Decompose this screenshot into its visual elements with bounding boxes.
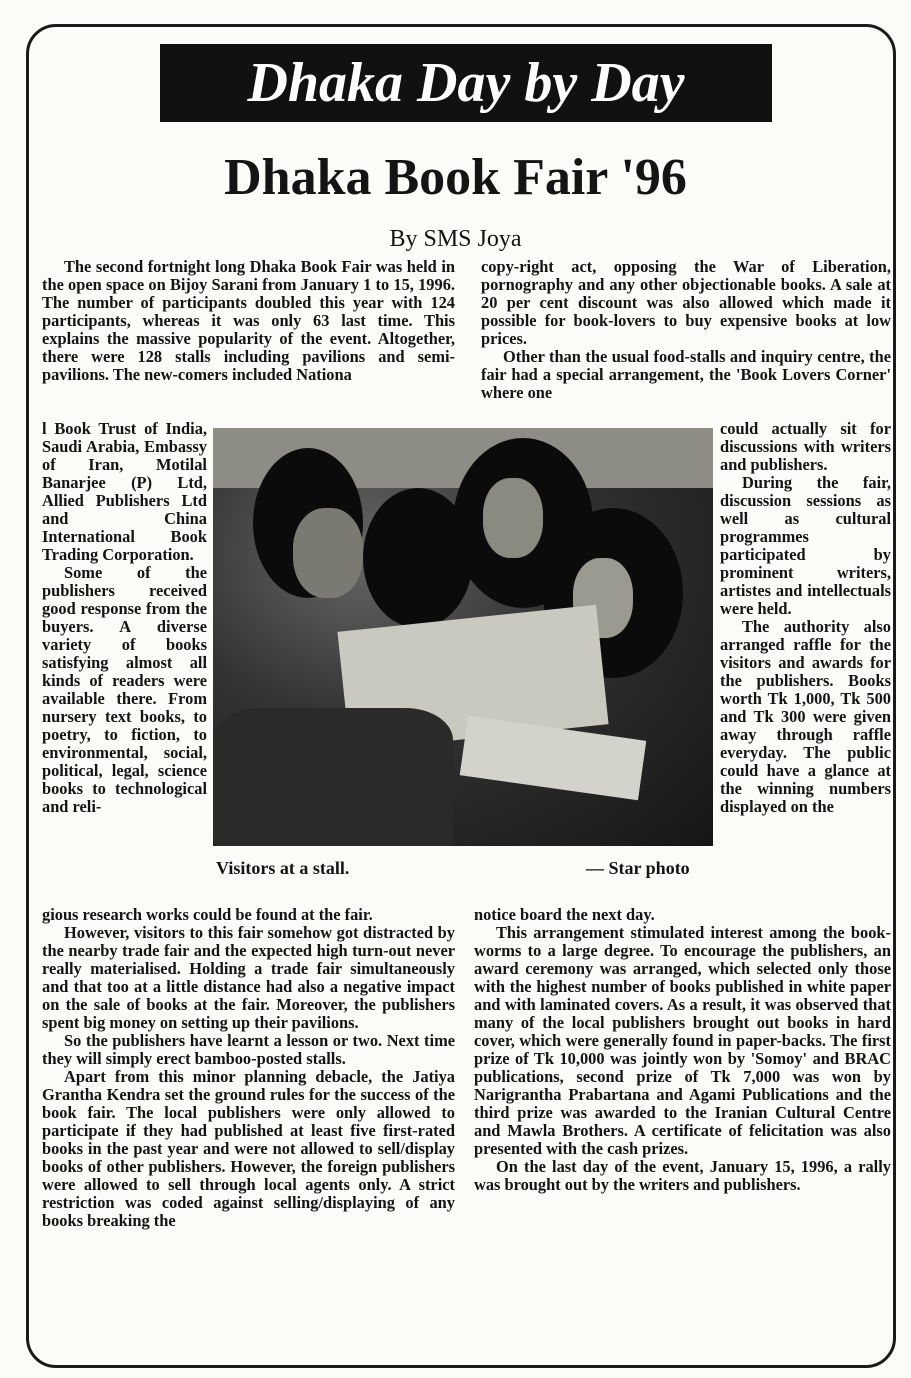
right-column-bottom xyxy=(474,906,891,1194)
right-column-top xyxy=(481,258,891,402)
paragraph: This arrangement stimulated interest among the book-worms to a large degree. To encourage the publishers, an award ceremony was arranged, which selected only those with the highest number of books published in white paper and with laminated covers. As a result, it was observed that many of the local publishers brought out books in hard cover, which were generally found in paper-backs. The first prize of Tk 10,000 was jointly won by 'Somoy' and BRAC publications, second prize of Tk 7,000 was won by Narigrantha Prabartana and Agami Publications and the third prize was awarded to the Iranian Cultural Centre and Mawla Brothers. A certificate of felicitation was also presented with the cash prizes. xyxy=(474,923,891,1158)
byline: By SMS Joya xyxy=(389,226,522,252)
photo-credit: — Star photo xyxy=(586,858,690,878)
paragraph: The authority also arranged raffle for the visitors and awards for the publishers. Books worth Tk 1,000, Tk 500 and Tk 300 were given away through raffle everyday. The public could have a glance at the winning numbers displayed on the xyxy=(720,617,891,816)
paragraph: could actually sit for discussions with writers and publishers. xyxy=(720,419,891,474)
paragraph: During the fair, discussion sessions as well as cultural programmes participated by prominent writers, artistes and intellectuals were held. xyxy=(720,473,891,618)
paragraph: Apart from this minor planning debacle, the Jatiya Grantha Kendra set the ground rules for the success of the book fair. The local publishers were only allowed to participate if they had published at least five first-rated books in the past year and were not allowed to sell/display books of other publishers. However, the foreign publishers were allowed to sell through local agents only. A strict restriction was coded against selling/displaying of any books breaking the xyxy=(42,1067,455,1230)
paragraph: On the last day of the event, January 15, 1996, a rally was brought out by the writers and publishers. xyxy=(474,1157,891,1194)
left-column-wrap xyxy=(42,420,207,816)
paragraph: Other than the usual food-stalls and inquiry centre, the fair had a special arrangement, the 'Book Lovers Corner' where one xyxy=(481,347,891,402)
section-banner: Dhaka Day by Day xyxy=(160,44,772,122)
paragraph: So the publishers have learnt a lesson or two. Next time they will simply erect bamboo-posted stalls. xyxy=(42,1031,455,1068)
left-column-bottom xyxy=(42,906,455,1230)
paragraph: copy-right act, opposing the War of Liberation, pornography and any other objectionable books. A sale at 20 per cent discount was also allowed which made it possible for book-lovers to buy expensive books at low prices. xyxy=(481,257,891,348)
headline: Dhaka Book Fair '96 xyxy=(224,149,687,206)
paragraph: notice board the next day. xyxy=(474,905,655,924)
news-photo xyxy=(213,428,713,846)
right-column-wrap xyxy=(720,420,891,816)
paragraph: l Book Trust of India, Saudi Arabia, Embassy of Iran, Motilal Banarjee (P) Ltd, Allied Publishers Ltd and China International Book Trading Corporation. xyxy=(42,419,207,564)
paragraph: gious research works could be found at the fair. xyxy=(42,905,373,924)
paragraph: The second fortnight long Dhaka Book Fair was held in the open space on Bijoy Sarani from January 1 to 15, 1996. The number of participants doubled this year with 124 participants, whereas it was only 63 last time. This explains the massive popularity of the event. Altogether, there were 128 stalls including pavilions and semi-pavilions. The new-comers included Nationa xyxy=(42,257,455,384)
paragraph: However, visitors to this fair somehow got distracted by the nearby trade fair and the expected high turn-out never really materialised. Holding a trade fair simultaneously and that too at a little distance had also a negative impact on the sale of books at the fair. Moreover, the publishers spent big money on setting up their pavilions. xyxy=(42,923,455,1032)
left-column-top xyxy=(42,258,455,384)
paragraph: Some of the publishers received good response from the buyers. A diverse variety of books satisfying almost all kinds of readers were available there. From nursery text books, to poetry, to fiction, to environmental, social, political, legal, science books to technological and reli- xyxy=(42,563,207,816)
photo-caption: Visitors at a stall. xyxy=(216,858,350,878)
